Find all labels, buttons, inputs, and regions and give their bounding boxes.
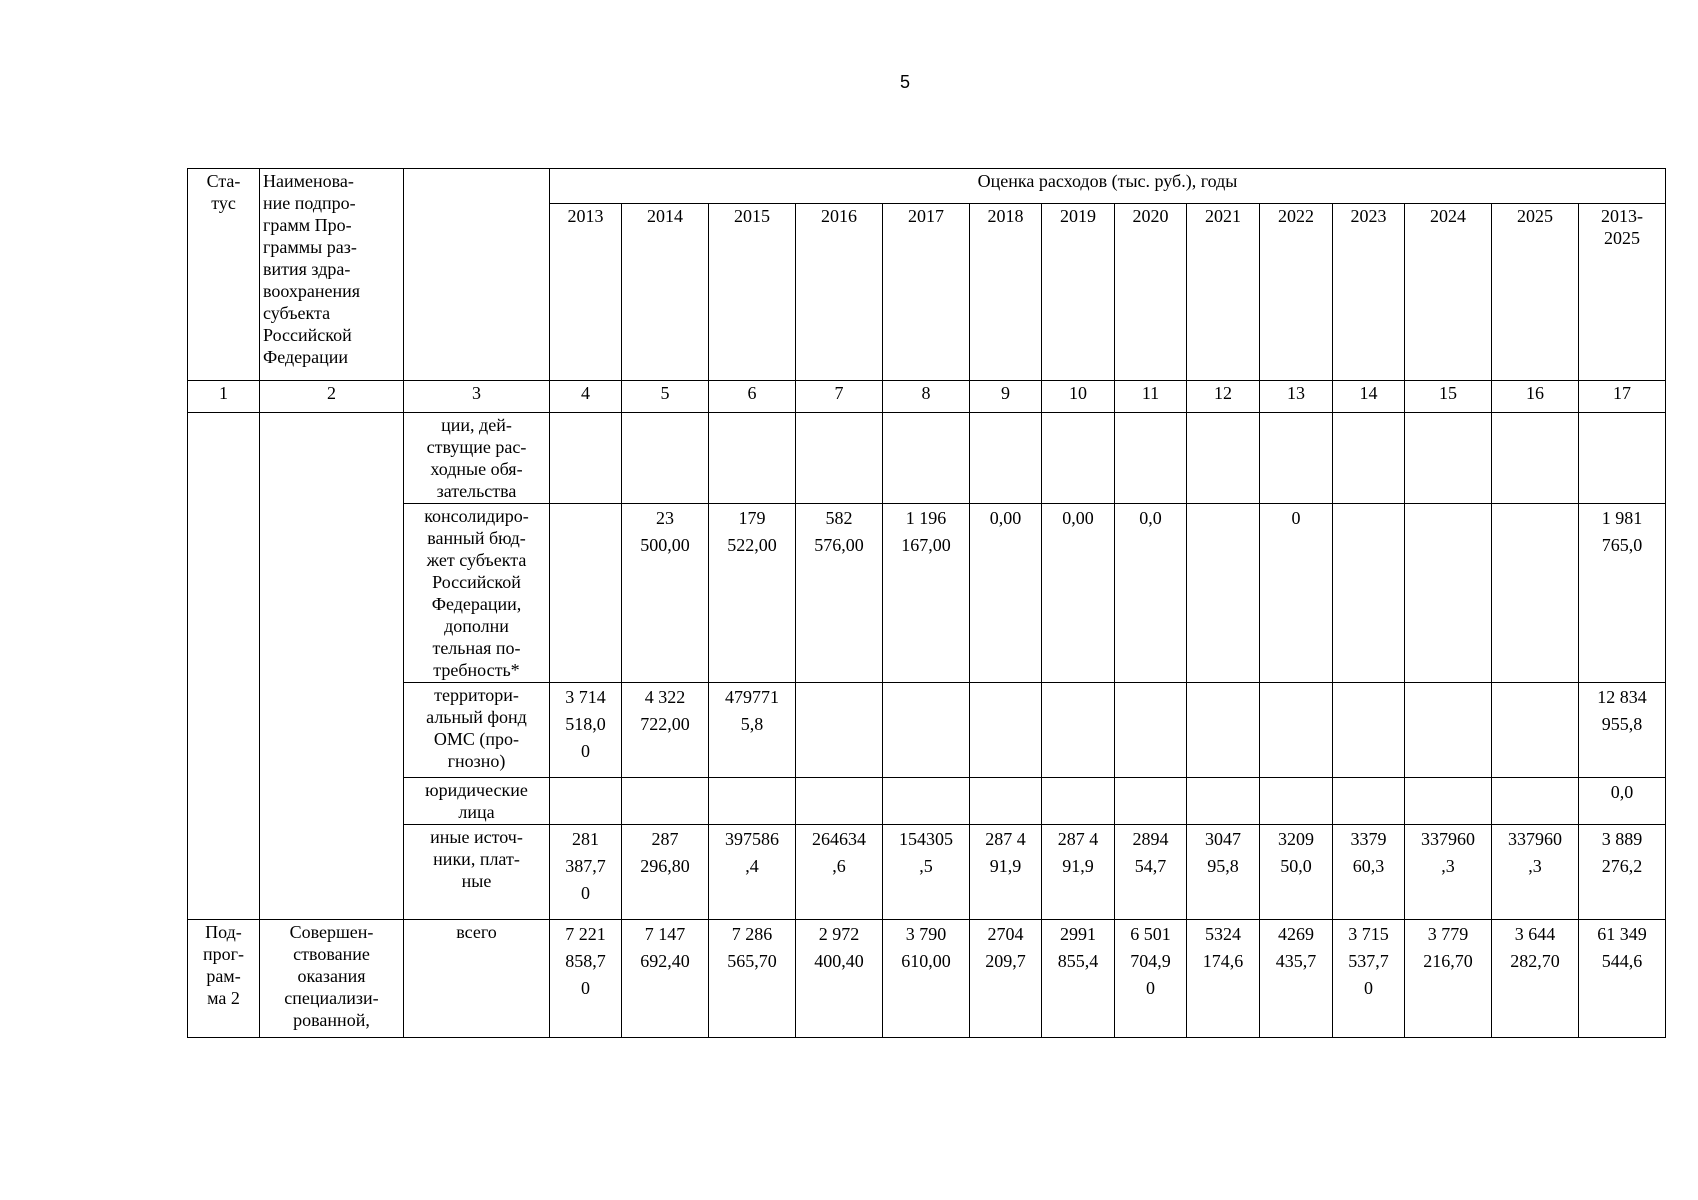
value-cell [1115, 683, 1187, 778]
value-cell: 582 576,00 [796, 504, 883, 683]
value-cell [1492, 413, 1579, 504]
value-cell [622, 778, 709, 825]
value-cell [970, 778, 1042, 825]
value-cell [1260, 683, 1333, 778]
funding-source-cell: ции, дей- ствущие рас- ходные обя- зательства [404, 413, 550, 504]
header-year: 2013- 2025 [1579, 204, 1666, 381]
value-cell: 2704 209,7 [970, 920, 1042, 1038]
table-row [188, 920, 1666, 1038]
header-year: 2019 [1042, 204, 1115, 381]
value-cell [709, 778, 796, 825]
value-cell [1492, 778, 1579, 825]
value-cell [1042, 778, 1115, 825]
table-row [188, 413, 1666, 504]
column-number: 12 [1187, 381, 1260, 413]
value-cell [1405, 778, 1492, 825]
value-cell [1405, 413, 1492, 504]
table-row [188, 504, 1666, 683]
value-cell [1492, 683, 1579, 778]
continued-block [188, 413, 1666, 920]
value-cell [883, 778, 970, 825]
header-source [404, 169, 550, 381]
funding-source-cell: юридические лица [404, 778, 550, 825]
page-number: 5 [899, 72, 910, 92]
subprogram-2-block [188, 920, 1666, 1038]
value-cell [796, 683, 883, 778]
column-number: 7 [796, 381, 883, 413]
value-cell [709, 413, 796, 504]
subprogram-name-cell [260, 413, 404, 920]
column-number: 3 [404, 381, 550, 413]
value-cell [883, 413, 970, 504]
column-number: 17 [1579, 381, 1666, 413]
value-cell: 7 147 692,40 [622, 920, 709, 1038]
value-cell [1187, 683, 1260, 778]
value-cell [1260, 413, 1333, 504]
value-cell: 479771 5,8 [709, 683, 796, 778]
value-cell: 0,00 [1042, 504, 1115, 683]
budget-table [187, 168, 1666, 1038]
value-cell [1260, 778, 1333, 825]
value-cell: 179 522,00 [709, 504, 796, 683]
value-cell [1115, 778, 1187, 825]
column-number: 13 [1260, 381, 1333, 413]
value-cell: 1 981 765,0 [1579, 504, 1666, 683]
header-year: 2025 [1492, 204, 1579, 381]
header-year: 2016 [796, 204, 883, 381]
value-cell: 264634 ,6 [796, 825, 883, 920]
value-cell: 6 501 704,9 0 [1115, 920, 1187, 1038]
column-number: 5 [622, 381, 709, 413]
value-cell: 3 889 276,2 [1579, 825, 1666, 920]
status-cell [188, 413, 260, 920]
header-year: 2023 [1333, 204, 1405, 381]
column-number: 15 [1405, 381, 1492, 413]
header-year: 2014 [622, 204, 709, 381]
value-cell: 2 972 400,40 [796, 920, 883, 1038]
value-cell [550, 504, 622, 683]
value-cell: 12 834 955,8 [1579, 683, 1666, 778]
value-cell [970, 413, 1042, 504]
value-cell [970, 683, 1042, 778]
header-year: 2021 [1187, 204, 1260, 381]
value-cell [1187, 413, 1260, 504]
value-cell: 287 4 91,9 [970, 825, 1042, 920]
column-number: 16 [1492, 381, 1579, 413]
column-number: 2 [260, 381, 404, 413]
value-cell [1333, 413, 1405, 504]
value-cell: 2894 54,7 [1115, 825, 1187, 920]
value-cell: 2991 855,4 [1042, 920, 1115, 1038]
table-row [188, 825, 1666, 920]
table-row [188, 683, 1666, 778]
column-number: 10 [1042, 381, 1115, 413]
header-year: 2015 [709, 204, 796, 381]
funding-source-cell: территори- альный фонд ОМС (про- гнозно) [404, 683, 550, 778]
value-cell [1042, 683, 1115, 778]
value-cell: 0,0 [1579, 778, 1666, 825]
value-cell [1115, 413, 1187, 504]
column-number: 14 [1333, 381, 1405, 413]
value-cell: 0 [1260, 504, 1333, 683]
value-cell: 0,00 [970, 504, 1042, 683]
value-cell [796, 413, 883, 504]
value-cell: 3 714 518,0 0 [550, 683, 622, 778]
column-number: 8 [883, 381, 970, 413]
header-subprogram-name: Наименова- ние подпро- грамм Про- граммы раз- вития здра- воохранения субъекта Российской Федерации [260, 169, 404, 381]
value-cell: 3 790 610,00 [883, 920, 970, 1038]
value-cell: 3 715 537,7 0 [1333, 920, 1405, 1038]
column-numbers-row [188, 381, 1666, 413]
value-cell: 1 196 167,00 [883, 504, 970, 683]
value-cell: 3379 60,3 [1333, 825, 1405, 920]
value-cell: 3209 50,0 [1260, 825, 1333, 920]
subprogram-name-cell: Совершен- ствование оказания специализи- рованной, [260, 920, 404, 1038]
value-cell [1405, 683, 1492, 778]
value-cell: 3 644 282,70 [1492, 920, 1579, 1038]
value-cell: 287 296,80 [622, 825, 709, 920]
subprogram-status-cell: Под- прог- рам- ма 2 [188, 920, 260, 1038]
column-number: 4 [550, 381, 622, 413]
value-cell [1333, 778, 1405, 825]
header-year: 2024 [1405, 204, 1492, 381]
header-year: 2022 [1260, 204, 1333, 381]
value-cell: 3047 95,8 [1187, 825, 1260, 920]
value-cell: 287 4 91,9 [1042, 825, 1115, 920]
value-cell [1333, 683, 1405, 778]
value-cell: 7 286 565,70 [709, 920, 796, 1038]
value-cell [1187, 778, 1260, 825]
header-status: Ста- тус [188, 169, 260, 381]
header-year: 2013 [550, 204, 622, 381]
header-year: 2017 [883, 204, 970, 381]
column-number: 11 [1115, 381, 1187, 413]
column-number: 6 [709, 381, 796, 413]
value-cell: 5324 174,6 [1187, 920, 1260, 1038]
value-cell: 337960 ,3 [1492, 825, 1579, 920]
value-cell: 4269 435,7 [1260, 920, 1333, 1038]
value-cell: 397586 ,4 [709, 825, 796, 920]
header-expenses-title: Оценка расходов (тыс. руб.), годы [550, 169, 1666, 204]
value-cell [1187, 504, 1260, 683]
value-cell: 3 779 216,70 [1405, 920, 1492, 1038]
value-cell [1333, 504, 1405, 683]
header-year: 2020 [1115, 204, 1187, 381]
value-cell [550, 778, 622, 825]
value-cell [883, 683, 970, 778]
value-cell: 281 387,7 0 [550, 825, 622, 920]
funding-source-cell: консолидиро- ванный бюд- жет субъекта Российской Федерации, дополни тельная по- требность* [404, 504, 550, 683]
funding-source-cell: всего [404, 920, 550, 1038]
value-cell [1042, 413, 1115, 504]
value-cell: 7 221 858,7 0 [550, 920, 622, 1038]
value-cell: 0,0 [1115, 504, 1187, 683]
value-cell [550, 413, 622, 504]
value-cell: 154305 ,5 [883, 825, 970, 920]
value-cell: 337960 ,3 [1405, 825, 1492, 920]
value-cell: 4 322 722,00 [622, 683, 709, 778]
value-cell [1492, 504, 1579, 683]
value-cell [622, 413, 709, 504]
funding-source-cell: иные источ- ники, плат- ные [404, 825, 550, 920]
table-row [188, 778, 1666, 825]
value-cell [796, 778, 883, 825]
header-year: 2018 [970, 204, 1042, 381]
value-cell: 61 349 544,6 [1579, 920, 1666, 1038]
column-number: 9 [970, 381, 1042, 413]
value-cell [1579, 413, 1666, 504]
value-cell [1405, 504, 1492, 683]
value-cell: 23 500,00 [622, 504, 709, 683]
column-number: 1 [188, 381, 260, 413]
